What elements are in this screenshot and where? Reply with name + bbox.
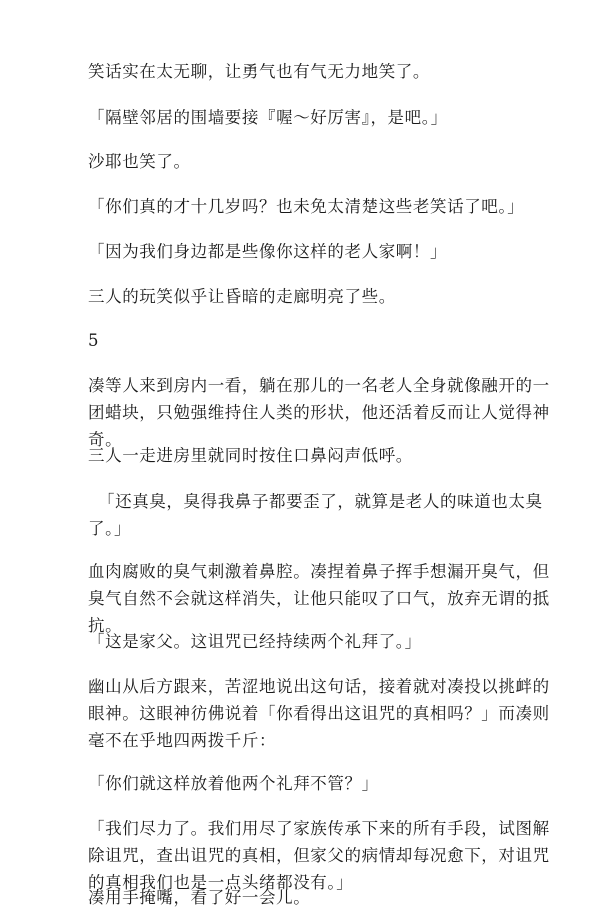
paragraph-8: 三人一走进房里就同时按住口鼻闷声低呼。 (88, 446, 413, 465)
paragraph-5: 「因为我们身边都是些像你这样的老人家啊！」 (88, 242, 448, 261)
paragraph-12: 幽山从后方跟来，苦涩地说出这句话，接着就对凑投以挑衅的眼神。这眼神彷佛说着「你看得出这诅咒的真相吗？」而凑则毫不在乎地四两拨千斤： (88, 677, 550, 750)
paragraph-13: 「你们就这样放着他两个礼拜不管？」 (88, 774, 379, 793)
paragraph-6: 三人的玩笑似乎让昏暗的走廊明亮了些。 (88, 287, 396, 306)
paragraph-15: 凑用手掩嘴，看了好一会儿。 (88, 888, 311, 907)
paragraph-11: 「这是家父。这诅咒已经持续两个礼拜了。」 (88, 632, 422, 651)
section-number: 5 (88, 331, 100, 350)
paragraph-9: 「还真臭，臭得我鼻子都要歪了，就算是老人的味道也太臭了。」 (88, 492, 543, 538)
paragraph-4: 「你们真的才十几岁吗？也未免太清楚这些老笑话了吧。」 (88, 197, 525, 216)
paragraph-14: 「我们尽力了。我们用尽了家族传承下来的所有手段，试图解除诅咒，查出诅咒的真相，但家父的病情却每况愈下，对诅咒的真相我们也是一点头绪都没有。」 (88, 819, 550, 892)
paragraph-1: 笑话实在太无聊，让勇气也有气无力地笑了。 (88, 62, 430, 81)
paragraph-10: 血肉腐败的臭气刺激着鼻腔。凑捏着鼻子挥手想漏开臭气，但臭气自然不会就这样消失，让他只能叹了口气，放弃无谓的抵抗。 (88, 562, 550, 635)
paragraph-3: 沙耶也笑了。 (88, 152, 191, 171)
paragraph-2: 「隔壁邻居的围墙要接『喔～好厉害』，是吧。」 (88, 108, 448, 127)
paragraph-7: 凑等人来到房内一看，躺在那儿的一名老人全身就像融开的一团蜡块，只勉强维持住人类的形状，他还活着反而让人觉得神奇。 (88, 376, 550, 449)
